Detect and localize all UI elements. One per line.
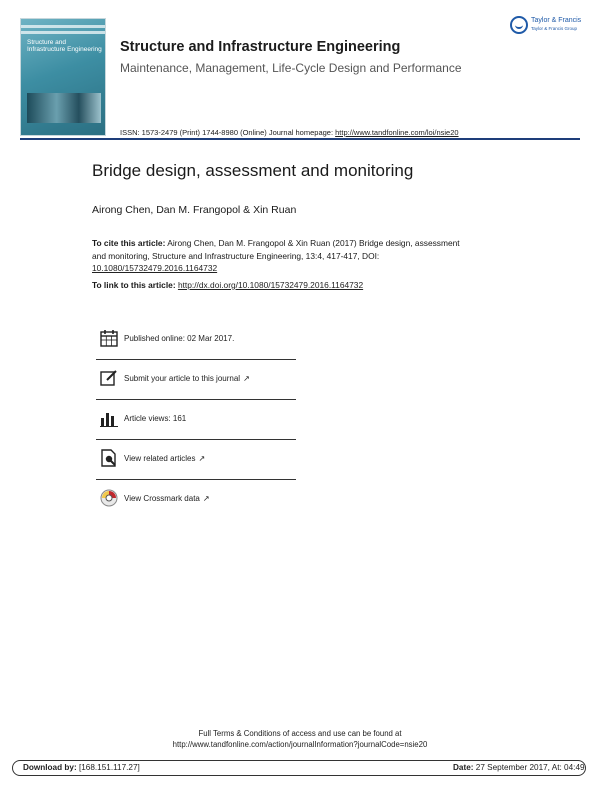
external-link-icon: ↗ [243,374,250,383]
related-articles-label: View related articles [124,454,196,463]
terms-line1: Full Terms & Conditions of access and use can be found at [198,729,402,738]
download-date [453,763,585,772]
journal-homepage-link[interactable]: http://www.tandfonline.com/loi/nsie20 [335,128,459,137]
submit-article-link[interactable] [124,374,250,383]
terms-url[interactable]: http://www.tandfonline.com/action/journalInformation?journalCode=nsie20 [172,740,428,749]
downloaded-by-value: [168.151.117.27] [76,763,140,772]
publisher-logo-icon [510,16,528,34]
article-views: Article views: 161 [124,414,187,423]
calendar-icon [99,328,119,348]
bar-chart-icon [99,408,119,428]
crossmark-row[interactable] [96,488,296,520]
citation-text: Airong Chen, Dan M. Frangopol & Xin Ruan (2017) Bridge design, assessment and monitoring, Structure and Infrastructure Engineering, 13:4, 417-417, DOI: [92,238,460,261]
download-date-value: 27 September 2017, At: 04:49 [473,763,585,772]
external-link-icon: ↗ [202,494,210,503]
cover-title-line2: Infrastructure Engineering [27,46,102,53]
journal-title: Structure and Infrastructure Engineering [120,39,401,55]
article-link-line [92,280,363,290]
publisher-tagline: Taylor & Francis Group [531,26,578,31]
crossmark-link[interactable] [124,494,210,503]
row-divider [96,359,296,360]
row-divider [96,439,296,440]
terms-notice [0,728,600,750]
article-authors: Airong Chen, Dan M. Frangopol & Xin Ruan [92,204,297,216]
views-row [96,408,296,440]
cover-stripe [21,31,105,34]
article-link-label: To link to this article: [92,280,178,290]
issn-text: ISSN: 1573-2479 (Print) 1744-8980 (Online) Journal homepage: [120,128,336,137]
document-search-icon [99,448,119,468]
publisher-logo [510,16,590,38]
publisher-name: Taylor & Francis [531,17,582,24]
header-divider [20,138,580,140]
related-articles-link[interactable] [124,454,205,463]
published-date: Published online: 02 Mar 2017. [124,334,235,343]
external-link-icon: ↗ [198,454,206,463]
citation-label: To cite this article: [92,238,166,248]
article-title: Bridge design, assessment and monitoring [92,161,414,180]
journal-cover [20,18,106,136]
download-date-label: Date: [453,763,474,772]
download-info-bar [12,760,586,776]
submit-row[interactable] [96,368,296,400]
published-row [96,328,296,360]
issn-line [120,128,459,137]
row-divider [96,479,296,480]
cover-title-line1: Structure and [27,39,67,46]
article-doi-url[interactable]: http://dx.doi.org/10.1080/15732479.2016.1164732 [177,280,364,290]
doi-link[interactable]: 10.1080/15732479.2016.1164732 [92,263,218,273]
citation-block [92,237,472,275]
related-row[interactable] [96,448,296,480]
downloaded-by-label: Download by: [23,763,77,772]
cover-title [27,39,105,53]
cover-stripe [21,25,105,28]
downloaded-by [23,763,140,772]
cover-photo [27,93,101,123]
edit-icon [99,368,119,388]
row-divider [96,399,296,400]
crossmark-label: View Crossmark data [124,494,200,503]
submit-article-label: Submit your article to this journal [124,374,241,383]
crossmark-icon [99,488,119,508]
journal-subtitle: Maintenance, Management, Life-Cycle Design and Performance [120,61,462,75]
